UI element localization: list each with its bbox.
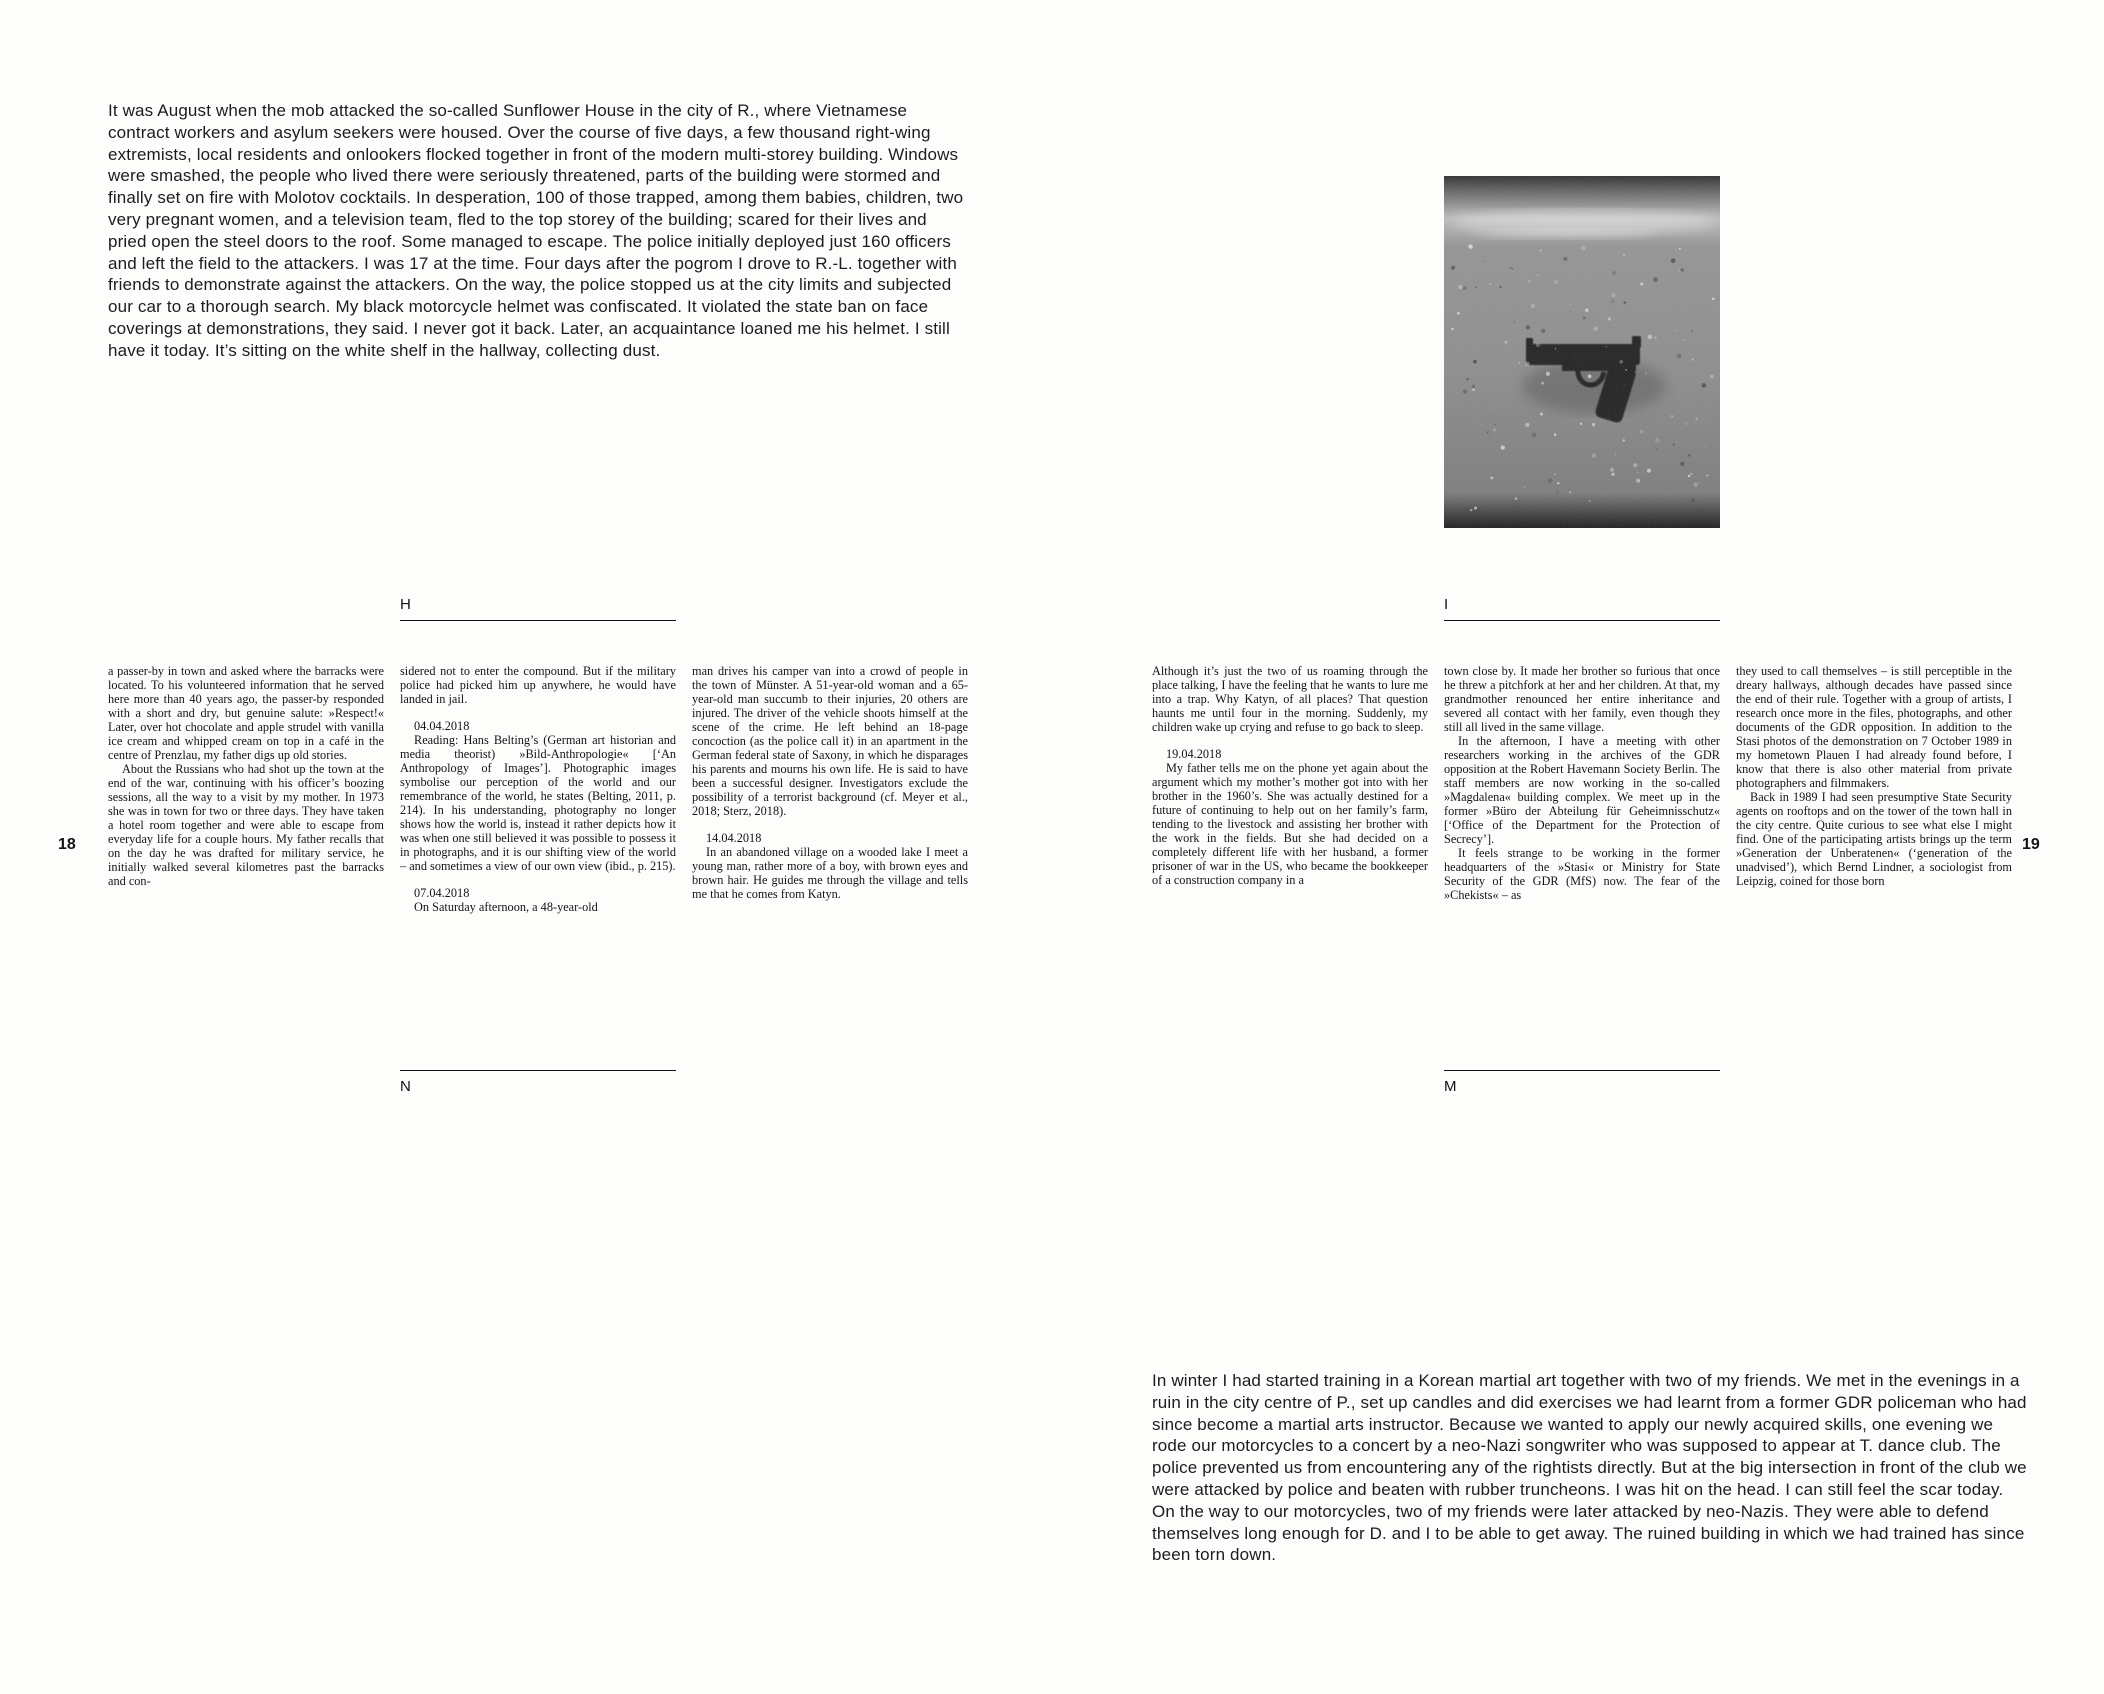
diary-paragraph: Although it’s just the two of us roaming through the place talking, I have the feeling that he wants to lure me into a trap. Why Katyn, of all places? That question haunts me until four in the morning. Suddenly, my children wake up crying and refuse to go back to sleep. bbox=[1152, 664, 1428, 734]
text-column-right-1 bbox=[1152, 664, 1428, 1068]
section-marker-h-label: H bbox=[400, 596, 412, 613]
section-marker-n-label: N bbox=[400, 1078, 412, 1095]
text-column-left-1 bbox=[108, 664, 384, 1068]
pistol-photo-art bbox=[1444, 176, 1720, 528]
section-marker-m bbox=[1444, 1070, 1720, 1095]
diary-paragraph: On Saturday afternoon, a 48-year-old bbox=[414, 900, 598, 914]
diary-paragraph: town close by. It made her brother so furious that once he threw a pitchfork at her and her children. At that, my grandmother renounced her entire inheritance and severed all contact with her family, even though they still all lived in the same village. bbox=[1444, 664, 1720, 734]
diary-date-heading: 19.04.2018 bbox=[1166, 747, 1222, 761]
diary-paragraph: they used to call themselves – is still perceptible in the dreary hallways, although decades have passed since the end of their rule. Together with a group of artists, I research once more in the files, photographs, and other documents of the GDR opposition. In addition to the Stasi photos of the demonstration on 7 October 1989 in my hometown Plauen I had already found before, I know that there is also other material from private photographers and filmmakers. bbox=[1736, 664, 2012, 790]
section-marker-i bbox=[1444, 596, 1720, 621]
diary-paragraph: In an abandoned village on a wooded lake I meet a young man, rather more of a boy, with brown eyes and brown hair. He guides me through the village and tells me that he comes from Katyn. bbox=[692, 845, 968, 901]
diary-paragraph: sidered not to enter the compound. But if the military police had picked him up anywhere, he would have landed in jail. bbox=[400, 664, 676, 706]
section-marker-i-label: I bbox=[1444, 596, 1449, 613]
diary-paragraph: My father tells me on the phone yet again about the argument which my mother’s mother got into with her brother in the 1960’s. She was actually destined for a future of continuing to help out on her family’s farm, tending to the livestock and assisting her brother with the work in the fields. But she had decided on a completely different life with her husband, a former prisoner of war in the US, who became the bookkeeper of a construction company in a bbox=[1152, 761, 1428, 887]
section-marker-m-label: M bbox=[1444, 1078, 1457, 1095]
text-column-right-2 bbox=[1444, 664, 1720, 1068]
text-column-left-3 bbox=[692, 664, 968, 1068]
diary-paragraph: a passer-by in town and asked where the barracks were located. To his volunteered information that he served here more than 40 years ago, the passer-by responded with a short and dry, but genuine salute: »Respect!« Later, over hot chocolate and apple strudel with vanilla ice cream and whipped cream on top in a café in the centre of Prenzlau, my father digs up old stories. bbox=[108, 664, 384, 762]
text-column-left-2 bbox=[400, 664, 676, 1068]
diary-date-heading: 04.04.2018 bbox=[414, 719, 470, 733]
diary-paragraph: Back in 1989 I had seen presumptive State Security agents on rooftops and on the tower of the town hall in the city centre. Quite curious to see what else I might find. One of the participating artists brings up the term »Generation der Unberatenen« (‘generation of the unadvised’), which Bernd Lindner, a sociologist from Leipzig, coined for those born bbox=[1736, 790, 2012, 888]
page-number-left: 18 bbox=[58, 836, 76, 853]
section-marker-h bbox=[400, 596, 676, 621]
outro-paragraph: In winter I had started training in a Korean martial art together with two of my friends. We met in the evenings in a ruin in the city centre of P., set up candles and did exercises we had learnt from a former GDR policeman who had since become a martial arts instructor. Because we wanted to apply our newly acquired skills, one evening we rode our motorcycles to a concert by a neo-Nazi songwriter who was supposed to appear at T. dance club. The police prevented us from encountering any of the rightists directly. But at the big intersection in front of the club we were attacked by police and beaten with rubber truncheons. I was hit on the head. I can still feel the scar today. On the way to our motorcycles, two of my friends were later attacked by neo-Nazis. They were able to defend themselves long enough for D. and I to be able to get away. The ruined building in which we had trained has since been torn down. bbox=[1152, 1371, 2027, 1565]
section-marker-n bbox=[400, 1070, 676, 1095]
diary-paragraph: About the Russians who had shot up the town at the end of the war, continuing with his officer’s boozing sessions, all the way to a visit by my mother. In 1973 she was in town for two or three days. They have taken a hotel room together and were able to escape from everyday life for a couple hours. My father recalls that on the day he was drafted for military service, he initially walked several kilometres past the barracks and con- bbox=[108, 762, 384, 888]
text-column-right-3 bbox=[1736, 664, 2012, 1068]
diary-paragraph: In the afternoon, I have a meeting with other researchers working in the archives of the GDR opposition at the Robert Havemann Society Berlin. The staff members are now working in the so-called »Magdalena« building complex. We meet up in the former »Büro der Abteilung für Geheimnisschutz« [‘Office of the Department for the Protection of Secrecy’]. bbox=[1444, 734, 1720, 846]
diary-paragraph: man drives his camper van into a crowd of people in the town of Münster. A 51-year-old woman and a 65-year-old man succumb to their injuries, 20 others are injured. The driver of the vehicle shoots himself at the scene of the crime. He left behind an 18-page concoction (as the police call it) in an apartment in the German federal state of Saxony, in which he disparages his parents and mourns his own life. He is said to have been a successful designer. Investigators exclude the possibility of a terrorist background (cf. Meyer et al., 2018; Sterz, 2018). bbox=[692, 664, 968, 818]
diary-date-heading: 07.04.2018 bbox=[414, 886, 470, 900]
pistol-photograph bbox=[1444, 176, 1720, 528]
diary-paragraph: Reading: Hans Belting’s (German art historian and media theorist) »Bild-Anthropologie« [‘An Anthropology of Images’]. Photographic images symbolise our perception of the world and our remembrance of the world, he states (Belting, 2011, p. 214). In his understanding, photography no longer shows how the world is, instead it rather depicts how it was when one still believed it was possible to possess it in photographs, and it is our shifting view of the world – and sometimes a view of our own view (ibid., p. 215). bbox=[400, 733, 676, 873]
diary-paragraph: It feels strange to be working in the former headquarters of the »Stasi« or Ministry for State Security of the GDR (MfS) now. The fear of the »Chekists« – as bbox=[1444, 846, 1720, 902]
page-number-right: 19 bbox=[2022, 836, 2040, 853]
intro-paragraph: It was August when the mob attacked the so-called Sunflower House in the city of R., where Vietnamese contract workers and asylum seekers were housed. Over the course of five days, a few thousand right-wing extremists, local residents and onlookers flocked together in front of the modern multi-storey building. Windows were smashed, the people who lived there were seriously threatened, parts of the building were stormed and finally set on fire with Molotov cocktails. In desperation, 100 of those trapped, among them babies, children, two very pregnant women, and a television team, fled to the top storey of the building; scared for their lives and pried open the steel doors to the roof. Some managed to escape. The police initially deployed just 160 officers and left the field to the attackers. I was 17 at the time. Four days after the pogrom I drove to R.-L. together with friends to demonstrate against the attackers. On the way, the police stopped us at the city limits and subjected our car to a thorough search. My black motorcycle helmet was confiscated. It violated the state ban on face coverings at demonstrations, they said. I never got it back. Later, an acquaintance loaned me his helmet. I still have it today. It’s sitting on the white shelf in the hallway, collecting dust. bbox=[108, 101, 964, 360]
diary-date-heading: 14.04.2018 bbox=[706, 831, 762, 845]
